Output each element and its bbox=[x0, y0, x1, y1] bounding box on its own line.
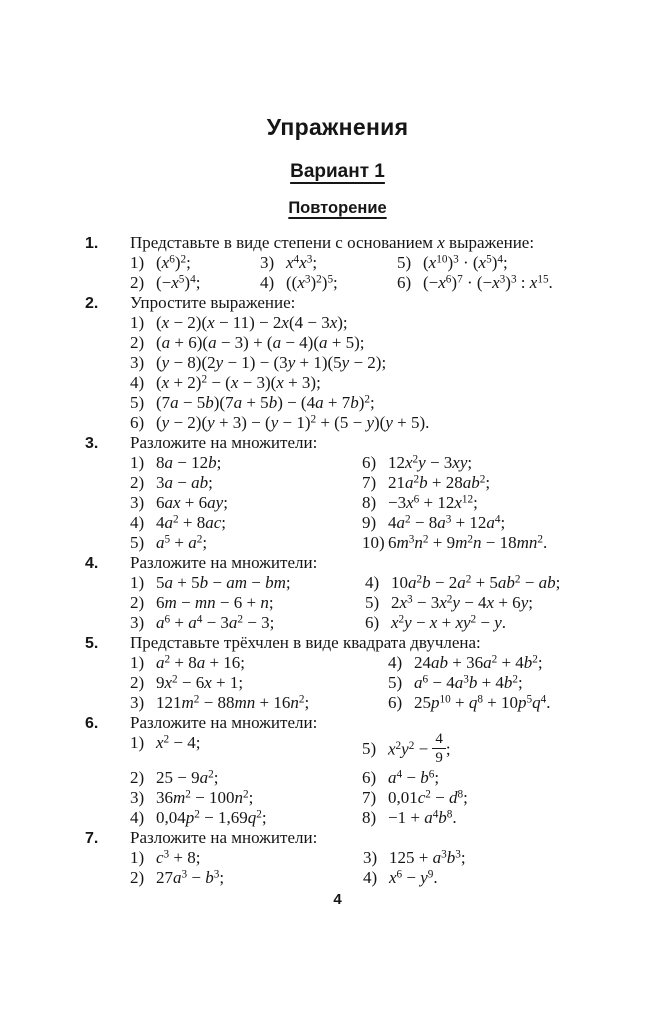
item-label: 4) bbox=[130, 513, 145, 532]
exercise-item: 5) $x^2y^2$ − $\frac{4}{9}$ ; bbox=[362, 731, 451, 766]
exercise-item: 3) $a^6 + a^4 - 3a^2 - 3$; bbox=[130, 613, 275, 632]
item-label: 8) bbox=[362, 493, 377, 512]
exercise-item: 2) $9x^2 - 6x + 1$; bbox=[130, 673, 244, 692]
exercise-items bbox=[130, 653, 590, 713]
item-label: 6) bbox=[365, 613, 380, 632]
exercise-item: 10) $6m^3n^2 + 9m^2n - 18mn^2$. bbox=[362, 533, 548, 552]
exercise-task: Разложите на множители: bbox=[130, 828, 318, 847]
exercise-task: Представьте в виде степени с основанием x выражение: bbox=[130, 233, 535, 252]
exercise-item: 4) $0,04p^2 - 1,69q^2$; bbox=[130, 808, 267, 827]
exercise-item: 6) $(y - 2)(y + 3) - (y - 1)^2 + (5 - y)(y + 5)$. bbox=[130, 413, 430, 432]
exercise-item: 6) $25p^{10} + q^8 + 10p^5q^4$. bbox=[388, 693, 551, 712]
exercise-task: Разложите на множители: bbox=[130, 433, 318, 452]
exercise-number: 5. bbox=[85, 635, 99, 652]
item-label: 4) bbox=[388, 653, 403, 672]
exercise-item: 4) $((x^3)^2)^5$; bbox=[260, 273, 338, 292]
item-label: 3) bbox=[130, 613, 145, 632]
item-label: 1) bbox=[130, 848, 145, 867]
item-label: 5) bbox=[397, 253, 412, 272]
exercise-body bbox=[130, 633, 590, 713]
item-label: 3) bbox=[130, 693, 145, 712]
item-label: 5) bbox=[388, 673, 403, 692]
item-label: 3) bbox=[130, 353, 145, 372]
section-heading: Повторение bbox=[288, 199, 387, 217]
item-label: 5) bbox=[365, 593, 380, 612]
exercise-body bbox=[130, 433, 590, 553]
item-label: 3) bbox=[130, 493, 145, 512]
item-label: 6) bbox=[362, 453, 377, 472]
exercise-item: $8) -1 + a^4b^8$. bbox=[362, 808, 457, 827]
item-label: 2) bbox=[130, 768, 145, 787]
exercise-task: Представьте трёхчлен в виде квадрата двучлена: bbox=[130, 633, 481, 652]
exercise-item: 2) (a + 6)(a − 3) + (a − 4)(a + 5); bbox=[130, 333, 365, 352]
item-label: 4) bbox=[260, 273, 275, 292]
exercise-body bbox=[130, 293, 590, 433]
exercise-item: 6) $(-x^6)^7 \cdot (-x^3)^3$ : $x^{15}$. bbox=[397, 273, 553, 292]
exercise-number: 4. bbox=[85, 555, 99, 572]
item-label: 1) bbox=[130, 653, 145, 672]
item-label: 2) bbox=[130, 273, 145, 292]
item-label: 7) bbox=[362, 473, 377, 492]
item-label: 4) bbox=[365, 573, 380, 592]
exercise-items bbox=[130, 453, 590, 553]
exercise-5 bbox=[85, 633, 590, 713]
exercise-2 bbox=[85, 293, 590, 433]
page-number: 4 bbox=[333, 891, 342, 908]
exercise-body bbox=[130, 828, 590, 888]
exercise-body bbox=[130, 233, 590, 293]
exercise-items bbox=[130, 313, 590, 433]
exercise-item: 3) $121m^2 - 88mn + 16n^2$; bbox=[130, 693, 310, 712]
exercise-item: 7) $0,01c^2 - d^8$; bbox=[362, 788, 468, 807]
exercise-item: 1) 8a − 12b; bbox=[130, 453, 222, 472]
exercise-item: 1) $c^3 + 8$; bbox=[130, 848, 201, 867]
exercise-item: 6) $12x^2y - 3xy$; bbox=[362, 453, 473, 472]
exercise-task: Разложите на множители: bbox=[130, 553, 318, 572]
exercise-items bbox=[130, 733, 590, 828]
exercise-4 bbox=[85, 553, 590, 633]
item-label: 4) bbox=[130, 808, 145, 827]
exercise-items bbox=[130, 573, 590, 633]
item-label: 3) bbox=[130, 788, 145, 807]
exercise-task: Упростите выражение: bbox=[130, 293, 296, 312]
item-label: 7) bbox=[362, 788, 377, 807]
exercise-item: 2) 6m − mn − 6 + n; bbox=[130, 593, 274, 612]
exercise-item: 4) $4a^2 + 8ac$; bbox=[130, 513, 226, 532]
item-label: 8) bbox=[362, 808, 377, 827]
exercise-item: 4) $10a^2b - 2a^2 + 5ab^2$ − ab; bbox=[365, 573, 561, 592]
item-label: 1) bbox=[130, 313, 145, 332]
exercise-item: 3) $125 + a^3b^3$; bbox=[363, 848, 466, 867]
item-label: 1) bbox=[130, 253, 145, 272]
exercise-item: 1) (x − 2)(x − 11) − 2x(4 − 3x); bbox=[130, 313, 348, 332]
item-label: 5) bbox=[362, 739, 377, 759]
item-label: 1) bbox=[130, 733, 145, 752]
exercise-item: 6) $a^4 - b^6$; bbox=[362, 768, 440, 787]
fraction: $\frac{4}{9}$ bbox=[432, 731, 446, 766]
item-label: 6) bbox=[388, 693, 403, 712]
exercise-number: 2. bbox=[85, 295, 99, 312]
exercise-number: 3. bbox=[85, 435, 99, 452]
exercise-item: 1) $(x^6)^2$; bbox=[130, 253, 191, 272]
exercise-item: 1) $x^2 - 4$; bbox=[130, 733, 201, 752]
item-label: 2) bbox=[130, 473, 145, 492]
exercise-item: 1) 5a + 5b − am − bm; bbox=[130, 573, 291, 592]
exercise-item: 4) $(x + 2)^2 - (x - 3)(x + 3)$; bbox=[130, 373, 321, 392]
exercise-number: 7. bbox=[85, 830, 99, 847]
exercise-item: 5) $a^6 - 4a^3b + 4b^2$; bbox=[388, 673, 523, 692]
item-label: 3) bbox=[363, 848, 378, 867]
exercise-item: 5) $a^5 + a^2$; bbox=[130, 533, 208, 552]
page-title: Упражнения bbox=[266, 114, 409, 140]
item-label: 4) bbox=[130, 373, 145, 392]
item-label: 9) bbox=[362, 513, 377, 532]
exercise-item: 5) $2x^3 - 3x^2y - 4x + 6y$; bbox=[365, 593, 533, 612]
item-label: 4) bbox=[363, 868, 378, 887]
exercise-item: 7) $21a^2b + 28ab^2$; bbox=[362, 473, 491, 492]
page-content bbox=[85, 114, 590, 888]
item-label: 2) bbox=[130, 593, 145, 612]
exercise-item: 3) $x^4x^3$; bbox=[260, 253, 318, 272]
exercise-items bbox=[130, 848, 590, 888]
variant-heading: Вариант 1 bbox=[290, 161, 385, 182]
exercise-list bbox=[85, 233, 590, 888]
item-label: 6) bbox=[397, 273, 412, 292]
exercise-item: 3) (y − 8)(2y − 1) − (3y + 1)(5y − 2); bbox=[130, 353, 387, 372]
exercise-item: 3) $36m^2 - 100n^2$; bbox=[130, 788, 254, 807]
exercise-item: 4) $24ab + 36a^2 + 4b^2$; bbox=[388, 653, 543, 672]
exercise-item: 2) 3a − ab; bbox=[130, 473, 213, 492]
exercise-task: Разложите на множители: bbox=[130, 713, 318, 732]
exercise-item: 9) $4a^2 - 8a^3 + 12a^4$; bbox=[362, 513, 506, 532]
exercise-item: 6) $x^2y - x + xy^2 - y$. bbox=[365, 613, 507, 632]
exercise-item: 4) $x^6 - y^9$. bbox=[363, 868, 438, 887]
exercise-item: 2) $25 - 9a^2$; bbox=[130, 768, 219, 787]
exercise-number: 1. bbox=[85, 235, 99, 252]
exercise-1 bbox=[85, 233, 590, 293]
exercise-item: 5) $(7a - 5b)(7a + 5b) - (4a + 7b)^2$; bbox=[130, 393, 375, 412]
item-label: 1) bbox=[130, 453, 145, 472]
exercise-item: 2) $27a^3 - b^3$; bbox=[130, 868, 225, 887]
item-label: 3) bbox=[260, 253, 275, 272]
exercise-item: 2) $(-x^5)^4$; bbox=[130, 273, 201, 292]
exercise-body bbox=[130, 553, 590, 633]
item-label: 1) bbox=[130, 573, 145, 592]
item-label: 6) bbox=[130, 413, 145, 432]
exercise-body bbox=[130, 713, 590, 828]
exercise-item: $8) -3x^6 + 12x^{12}$; bbox=[362, 493, 478, 512]
exercise-number: 6. bbox=[85, 715, 99, 732]
exercise-item: 1) $a^2 + 8a + 16$; bbox=[130, 653, 246, 672]
exercise-item: 5) $(x^{10})^3 \cdot (x^5)^4$; bbox=[397, 253, 508, 272]
item-label: 2) bbox=[130, 868, 145, 887]
item-label: 10) bbox=[362, 533, 385, 552]
item-label: 6) bbox=[362, 768, 377, 787]
exercise-7 bbox=[85, 828, 590, 888]
item-label: 5) bbox=[130, 393, 145, 412]
item-label: 2) bbox=[130, 673, 145, 692]
item-label: 5) bbox=[130, 533, 145, 552]
exercise-items bbox=[130, 253, 590, 293]
exercise-3 bbox=[85, 433, 590, 553]
exercise-item: 3) 6ax + 6ay; bbox=[130, 493, 228, 512]
item-label: 2) bbox=[130, 333, 145, 352]
exercise-6 bbox=[85, 713, 590, 828]
